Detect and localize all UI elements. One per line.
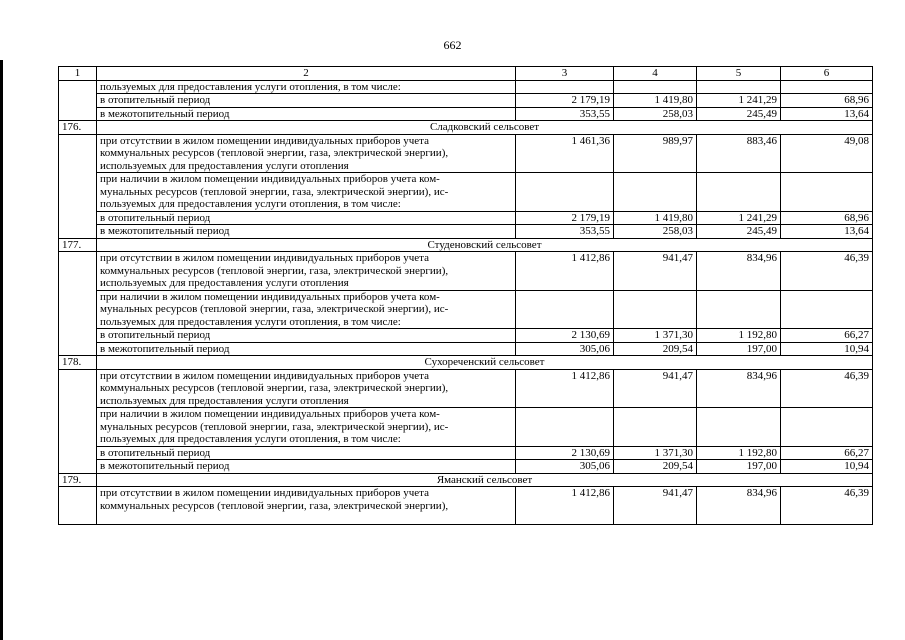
section-title-row: [59, 121, 873, 135]
value-cell: 941,47: [614, 369, 697, 408]
table-row: [59, 290, 873, 329]
value-cell: [697, 173, 781, 212]
value-cell: 834,96: [697, 369, 781, 408]
table-row: [59, 460, 873, 474]
table-row: [59, 342, 873, 356]
value-cell: 1 371,30: [614, 446, 697, 460]
row-description: в отопительный период: [97, 329, 516, 343]
value-cell: 258,03: [614, 225, 697, 239]
value-cell: [697, 80, 781, 94]
table-row: [59, 211, 873, 225]
value-cell: 989,97: [614, 134, 697, 173]
value-cell: [614, 173, 697, 212]
table-row: [59, 80, 873, 94]
row-number-cell: [59, 80, 97, 121]
value-cell: 1 419,80: [614, 94, 697, 108]
row-description: в межотопительный период: [97, 460, 516, 474]
value-cell: 10,94: [781, 342, 873, 356]
table-row: [59, 94, 873, 108]
description-line: коммунальных ресурсов (тепловой энергии, газа, электрической энергии),: [100, 499, 449, 512]
value-cell: 197,00: [697, 342, 781, 356]
value-cell: 197,00: [697, 460, 781, 474]
value-cell: 1 241,29: [697, 211, 781, 225]
value-cell: 68,96: [781, 94, 873, 108]
value-cell: 1 412,86: [516, 369, 614, 408]
value-cell: 2 179,19: [516, 211, 614, 225]
value-cell: 10,94: [781, 460, 873, 474]
value-cell: 1 412,86: [516, 487, 614, 525]
column-header: 6: [781, 67, 873, 81]
row-description: в отопительный период: [97, 446, 516, 460]
value-cell: 353,55: [516, 225, 614, 239]
value-cell: [781, 408, 873, 447]
value-cell: 1 419,80: [614, 211, 697, 225]
description-line: коммунальных ресурсов (тепловой энергии, газа, электрической энергии),: [100, 147, 449, 159]
section-title-row: [59, 473, 873, 487]
table-row: [59, 173, 873, 212]
row-description: [97, 369, 516, 408]
scan-edge-line: [0, 60, 3, 640]
value-cell: 66,27: [781, 446, 873, 460]
value-cell: 883,46: [697, 134, 781, 173]
section-number: 178.: [59, 356, 97, 370]
value-cell: 834,96: [697, 487, 781, 525]
description-line: коммунальных ресурсов (тепловой энергии, газа, электрической энергии),: [100, 264, 449, 277]
value-cell: 13,64: [781, 107, 873, 121]
table-row: [59, 369, 873, 408]
description-line: мунальных ресурсов (тепловой энергии, газа, электрической энергии), ис-: [100, 185, 449, 198]
row-description: пользуемых для предоставления услуги отопления, в том числе:: [97, 80, 516, 94]
description-line: используемых для предоставления услуги отопления: [100, 277, 349, 289]
value-cell: 66,27: [781, 329, 873, 343]
section-title: Яманский сельсовет: [97, 473, 873, 487]
row-number-cell: [59, 134, 97, 238]
value-cell: 46,39: [781, 252, 873, 291]
value-cell: [516, 80, 614, 94]
value-cell: 209,54: [614, 342, 697, 356]
description-line: при отсутствии в жилом помещении индивидуальных приборов учета: [100, 252, 429, 264]
value-cell: [697, 408, 781, 447]
row-number-cell: [59, 252, 97, 356]
value-cell: [516, 173, 614, 212]
value-cell: [781, 80, 873, 94]
value-cell: 305,06: [516, 342, 614, 356]
value-cell: [697, 290, 781, 329]
column-header: 5: [697, 67, 781, 81]
value-cell: 2 179,19: [516, 94, 614, 108]
description-line: коммунальных ресурсов (тепловой энергии, газа, электрической энергии),: [100, 382, 449, 394]
description-line: при отсутствии в жилом помещении индивидуальных приборов учета: [100, 369, 429, 382]
page-number: 662: [443, 38, 462, 52]
row-description: [97, 487, 516, 525]
description-line: при наличии в жилом помещении индивидуальных приборов учета ком-: [100, 173, 440, 185]
row-number-cell: [59, 487, 97, 525]
value-cell: [614, 408, 697, 447]
description-line: пользуемых для предоставления услуги отопления, в том числе:: [100, 315, 401, 328]
row-description: [97, 408, 516, 447]
row-description: в отопительный период: [97, 94, 516, 108]
value-cell: 245,49: [697, 225, 781, 239]
value-cell: 1 371,30: [614, 329, 697, 343]
row-description: в межотопительный период: [97, 342, 516, 356]
description-line: пользуемых для предоставления услуги отопления, в том числе:: [100, 433, 401, 445]
description-line: мунальных ресурсов (тепловой энергии, газа, электрической энергии), ис-: [100, 420, 449, 433]
section-number: 176.: [59, 121, 97, 135]
value-cell: 46,39: [781, 487, 873, 525]
section-title-row: [59, 356, 873, 370]
value-cell: 13,64: [781, 225, 873, 239]
description-line: при наличии в жилом помещении индивидуальных приборов учета ком-: [100, 290, 440, 303]
row-description: [97, 134, 516, 173]
value-cell: [781, 173, 873, 212]
value-cell: 245,49: [697, 107, 781, 121]
value-cell: [516, 290, 614, 329]
value-cell: [614, 80, 697, 94]
value-cell: 1 241,29: [697, 94, 781, 108]
column-header-row: [59, 67, 873, 81]
value-cell: 941,47: [614, 487, 697, 525]
table-row: [59, 225, 873, 239]
value-cell: [516, 408, 614, 447]
column-header: 4: [614, 67, 697, 81]
description-line: используемых для предоставления услуги отопления: [100, 394, 349, 407]
row-description: [97, 173, 516, 212]
section-title-row: [59, 238, 873, 252]
description-line: при отсутствии в жилом помещении индивидуальных приборов учета: [100, 487, 429, 499]
row-description: [97, 252, 516, 291]
value-cell: 834,96: [697, 252, 781, 291]
value-cell: [614, 290, 697, 329]
description-line: пользуемых для предоставления услуги отопления, в том числе:: [100, 198, 401, 210]
table-row: [59, 329, 873, 343]
value-cell: 1 192,80: [697, 446, 781, 460]
value-cell: 1 192,80: [697, 329, 781, 343]
value-cell: 1 412,86: [516, 252, 614, 291]
row-description: в межотопительный период: [97, 107, 516, 121]
value-cell: 941,47: [614, 252, 697, 291]
value-cell: 46,39: [781, 369, 873, 408]
value-cell: [781, 290, 873, 329]
value-cell: 258,03: [614, 107, 697, 121]
value-cell: 2 130,69: [516, 329, 614, 343]
table-row: [59, 446, 873, 460]
section-title: Сладковский сельсовет: [97, 121, 873, 135]
row-description: [97, 290, 516, 329]
section-title: Студеновский сельсовет: [97, 238, 873, 252]
value-cell: 209,54: [614, 460, 697, 474]
row-description: в межотопительный период: [97, 225, 516, 239]
row-description: в отопительный период: [97, 211, 516, 225]
value-cell: 305,06: [516, 460, 614, 474]
table-row: [59, 252, 873, 291]
table-row: [59, 134, 873, 173]
table-row: [59, 408, 873, 447]
tariff-table: [58, 66, 873, 525]
column-header: 2: [97, 67, 516, 81]
column-header: 1: [59, 67, 97, 81]
section-number: 179.: [59, 473, 97, 487]
value-cell: 353,55: [516, 107, 614, 121]
section-title: Сухореченский сельсовет: [97, 356, 873, 370]
description-line: мунальных ресурсов (тепловой энергии, газа, электрической энергии), ис-: [100, 303, 449, 315]
row-number-cell: [59, 369, 97, 473]
value-cell: 49,08: [781, 134, 873, 173]
table-row: [59, 487, 873, 525]
table-row: [59, 107, 873, 121]
description-line: при наличии в жилом помещении индивидуальных приборов учета ком-: [100, 408, 440, 420]
column-header: 3: [516, 67, 614, 81]
description-line: при отсутствии в жилом помещении индивидуальных приборов учета: [100, 134, 429, 147]
value-cell: 68,96: [781, 211, 873, 225]
value-cell: 1 461,36: [516, 134, 614, 173]
value-cell: 2 130,69: [516, 446, 614, 460]
section-number: 177.: [59, 238, 97, 252]
description-line: используемых для предоставления услуги отопления: [100, 159, 349, 172]
